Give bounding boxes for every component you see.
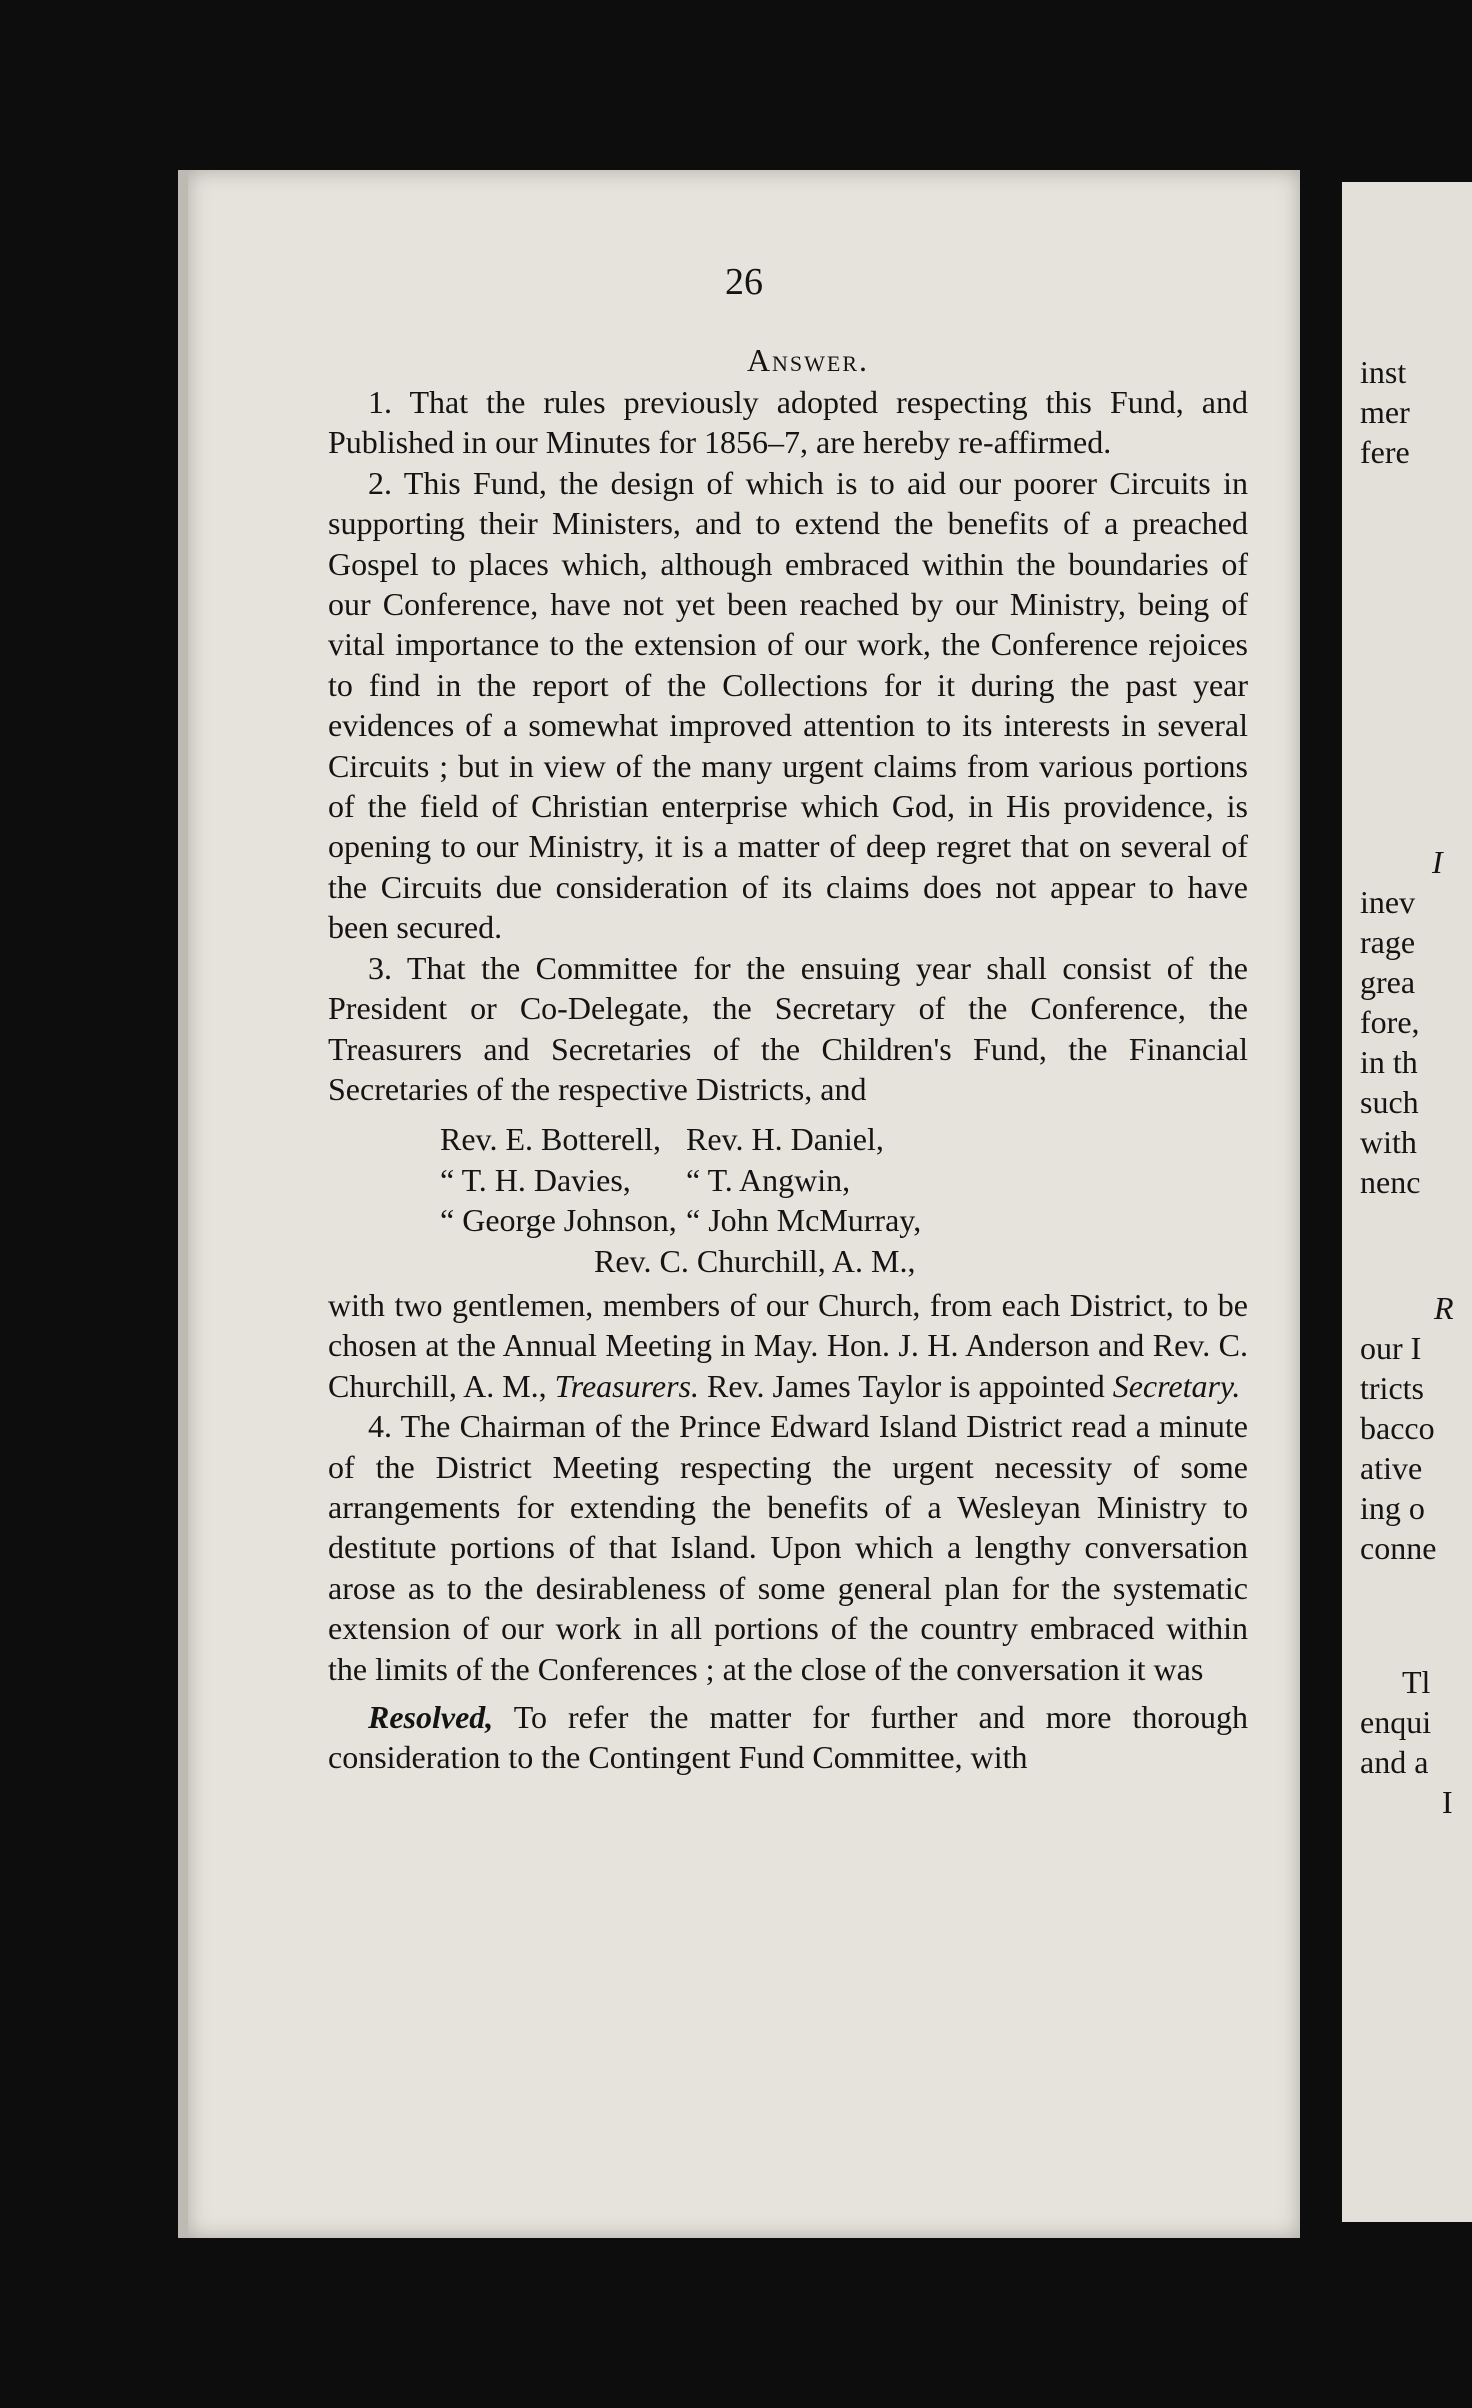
treasurers-label: Treasurers.	[554, 1367, 699, 1404]
paragraph-1: 1. That the rules previously adopted respecting this Fund, and Published in our Minutes for 1856–7, are hereby re-affirmed.	[328, 384, 1248, 461]
resolved-paragraph	[328, 1697, 1248, 1778]
page-number: 26	[725, 261, 763, 303]
facing-page-fragment: and a	[1360, 1744, 1429, 1780]
resolved-text: To refer the matter for further and more thorough consideration to the Contingent Fund Committee, with	[328, 1699, 1248, 1776]
facing-page-fragment: rage	[1360, 924, 1416, 960]
paragraph-3-continued-mid: Rev. James Taylor is appointed	[699, 1367, 1113, 1404]
committee-row	[328, 1119, 1248, 1159]
facing-page-fragment: our I	[1360, 1330, 1422, 1366]
page-body	[328, 338, 1248, 1778]
paragraph-2: 2. This Fund, the design of which is to aid our poorer Circuits in supporting their Ministers, and to extend the benefits of a preached Gospel to places which, although embraced within the boundaries of our Conference, have not yet been reached by our Ministry, being of vital importance to the extension of our work, the Conference rejoices to find in the report of the Collections for it during the past year evidences of a somewhat improved attention to its interests in several Circuits ; but in view of the many urgent claims from various portions of the field of Christian enterprise which God, in His providence, is opening to our Ministry, it is a matter of deep regret that on several of the Circuits due consideration of its claims does not appear to have been secured.	[328, 464, 1248, 946]
paragraph-3-continued	[328, 1285, 1248, 1406]
paragraph-3-continued-start: with two gentlemen, members of our Church, from each District, to be chosen at the Annual Meeting in May. Hon. J. H. Anderson and Rev. C. Churchill, A. M.,	[328, 1286, 1248, 1404]
facing-page-fragment: inst	[1360, 354, 1407, 390]
facing-page-fragment: ative	[1360, 1450, 1423, 1486]
facing-page-fragment: mer	[1360, 394, 1410, 430]
facing-page-edge	[1342, 182, 1472, 2222]
paragraph-4: 4. The Chairman of the Prince Edward Island District read a minute of the District Meeting respecting the urgent necessity of some arrangements for extending the benefits of a Wesleyan Ministry to destitute portions of that Island. Upon which a lengthy conversation arose as to the desirableness of some general plan for the systematic extension of our work in all portions of the country embraced within the limits of the Conferences ; at the close of the conversation it was	[328, 1408, 1248, 1687]
committee-member: Rev. E. Botterell,	[440, 1121, 661, 1158]
committee-row	[328, 1160, 1248, 1200]
facing-page-fragment: tricts	[1360, 1370, 1424, 1406]
committee-row	[328, 1200, 1248, 1240]
facing-page-fragment: R	[1434, 1290, 1454, 1326]
facing-page-fragment: enqui	[1360, 1704, 1432, 1740]
facing-page-fragment: nenc	[1360, 1164, 1421, 1200]
committee-member: “ George Johnson,	[440, 1202, 677, 1239]
answer-heading: Answer.	[746, 342, 870, 378]
secretary-label: Secretary.	[1112, 1367, 1241, 1404]
facing-page-fragment: in th	[1360, 1044, 1418, 1080]
facing-page-fragment: bacco	[1360, 1410, 1435, 1446]
facing-page-fragment: conne	[1360, 1530, 1437, 1566]
facing-page-fragment: I	[1442, 1784, 1453, 1820]
paragraph-3: 3. That the Committee for the ensuing year shall consist of the President or Co-Delegate, the Secretary of the Conference, the Treasurers and Secretaries of the Children's Fund, the Financial Secretaries of the respective Districts, and	[328, 949, 1248, 1107]
facing-page-fragment: I	[1432, 844, 1443, 880]
facing-page-fragment: such	[1360, 1084, 1419, 1120]
facing-page-fragment: with	[1360, 1124, 1417, 1160]
facing-page-fragment: fere	[1360, 434, 1410, 470]
facing-page-fragment: fore,	[1360, 1004, 1420, 1040]
resolved-label: Resolved,	[368, 1699, 494, 1735]
document-page	[178, 170, 1300, 2238]
committee-list	[328, 1119, 1248, 1281]
facing-page-fragment: grea	[1360, 964, 1416, 1000]
committee-member: “ John McMurray,	[686, 1202, 922, 1239]
committee-member: “ T. H. Davies,	[440, 1161, 631, 1198]
facing-page-fragment: ing o	[1360, 1490, 1425, 1526]
committee-member: “ T. Angwin,	[686, 1161, 851, 1198]
committee-member-centered: Rev. C. Churchill, A. M.,	[594, 1242, 916, 1279]
committee-member: Rev. H. Daniel,	[686, 1121, 884, 1158]
facing-page-fragment: Tl	[1402, 1664, 1431, 1700]
facing-page-fragment: inev	[1360, 884, 1416, 920]
